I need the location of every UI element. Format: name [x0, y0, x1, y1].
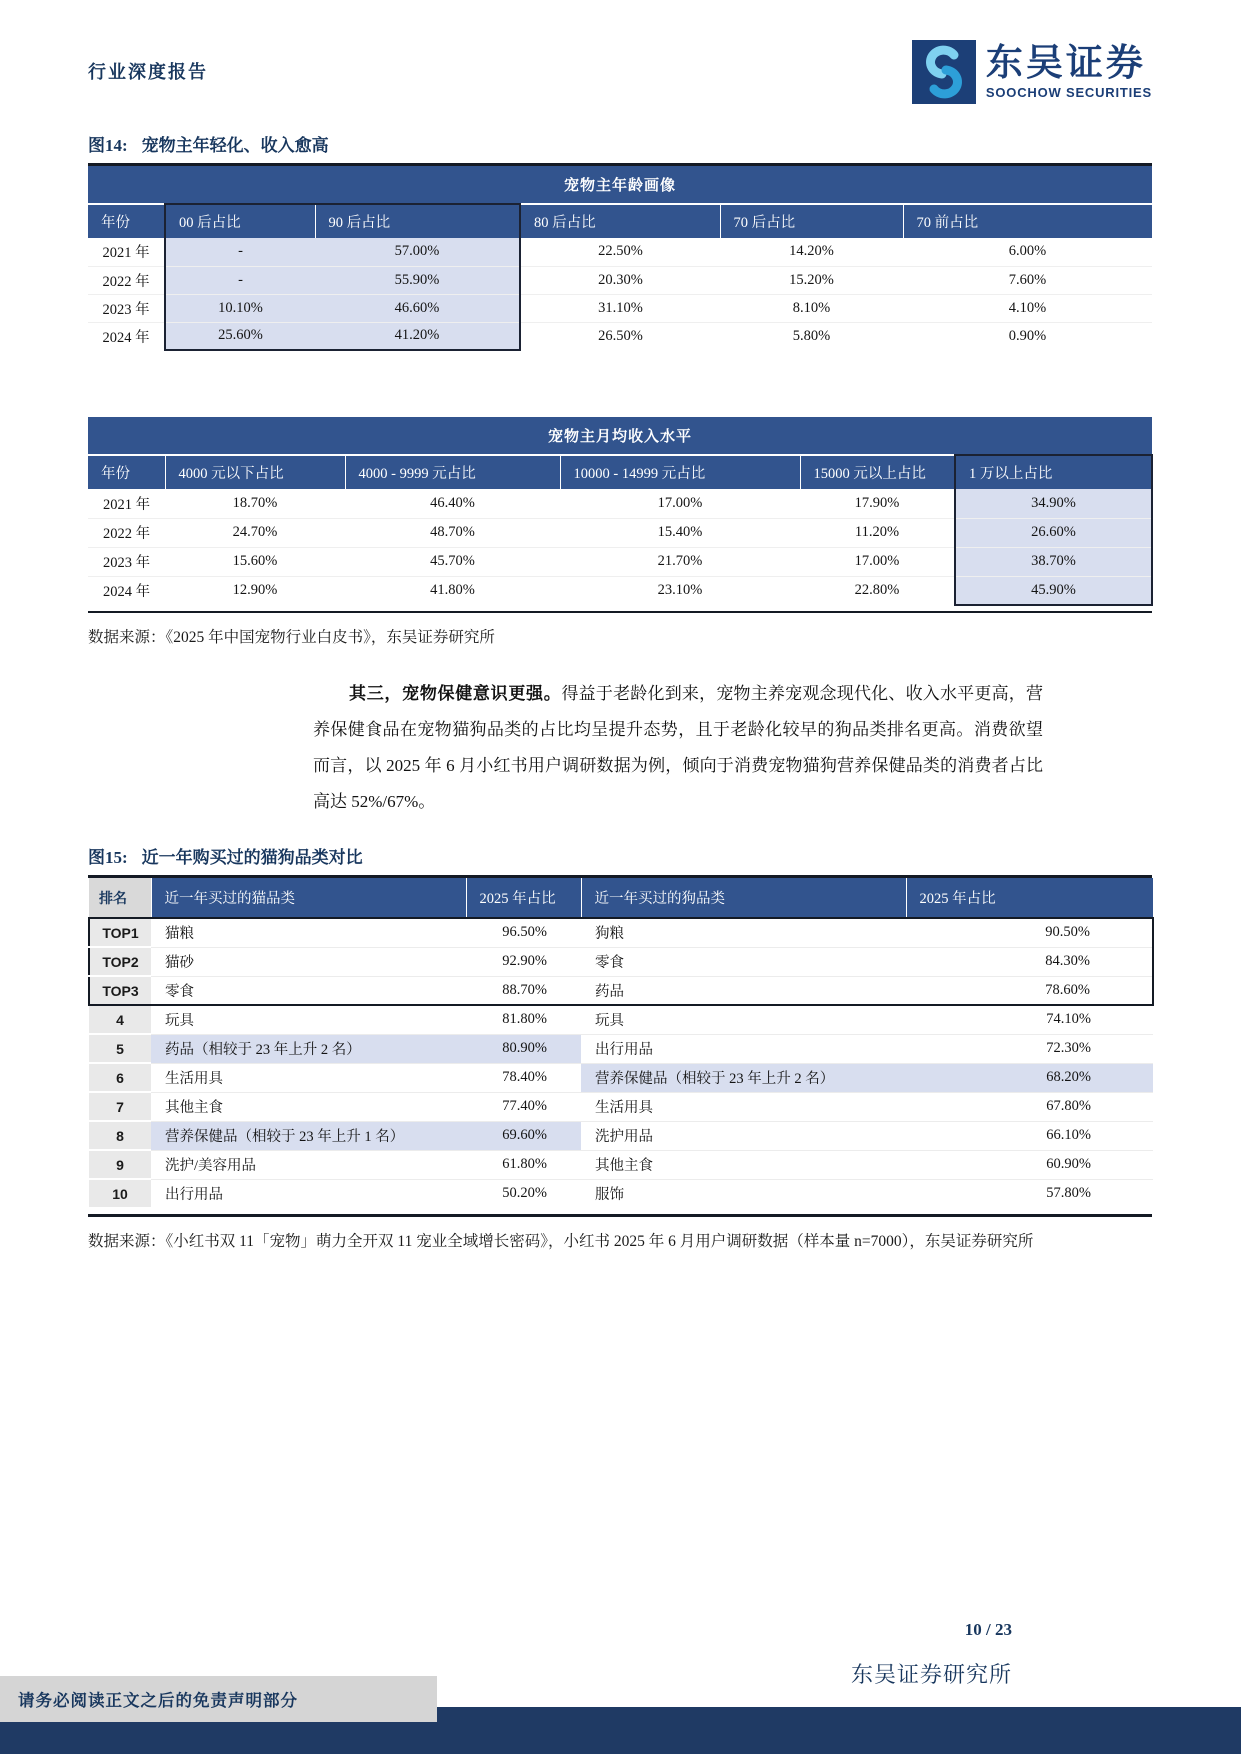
cat-category-cell: 其他主食: [151, 1092, 466, 1121]
table-cell: 48.70%: [345, 518, 560, 547]
table-cell: 57.00%: [315, 238, 520, 266]
cat-category-cell: 营养保健品（相较于 23 年上升 1 名）: [151, 1121, 466, 1150]
table-cell: 10.10%: [165, 294, 315, 322]
cat-category-cell: 猫砂: [151, 947, 466, 976]
table-cell: 45.70%: [345, 547, 560, 576]
column-header: 近一年买过的猫品类: [151, 878, 466, 918]
table-cell: 20.30%: [520, 266, 720, 294]
fig14-title: 宠物主年轻化、收入愈高: [141, 136, 329, 155]
dog-category-cell: 服饰: [581, 1179, 906, 1208]
column-header: 00 后占比: [165, 204, 315, 238]
cat-share-cell: 69.60%: [466, 1121, 581, 1150]
fig15-title: 近一年购买过的猫狗品类对比: [141, 848, 363, 867]
column-header: 排名: [89, 878, 151, 918]
table-title-row: [88, 166, 1152, 204]
table-cell: 11.20%: [800, 518, 955, 547]
cat-share-cell: 50.20%: [466, 1179, 581, 1208]
table-cell: 41.20%: [315, 322, 520, 350]
table-cell: 46.40%: [430, 494, 475, 511]
body-paragraph-rest: 得益于老龄化到来，宠物主养宠观念现代化、收入水平更高，营养保健食品在宠物猫狗品类的占比均呈提升态势，且于老龄化较早的狗品类排名更高。消费欲望而言，以 2025 年 6 月小红书用户调研数据为例，倾向于消费宠物猫狗营养保健品类的消费者占比高达 52%/67%。: [313, 684, 1044, 811]
dog-category-cell: 狗粮: [595, 926, 624, 943]
table-row: [89, 1179, 1153, 1208]
cat-share-cell: 80.90%: [466, 1034, 581, 1063]
soochow-logo-icon: [912, 40, 976, 104]
report-type-label: 行业深度报告: [88, 62, 208, 82]
column-header: 2025 年占比: [466, 878, 581, 918]
fig14-label: 图14:: [88, 136, 128, 155]
rank-cell: 10: [89, 1179, 151, 1208]
table-cell: 17.00%: [800, 547, 955, 576]
row-header: 2023 年: [88, 294, 165, 322]
table-cell: 14.20%: [789, 243, 834, 260]
table-cell: 15.60%: [165, 547, 345, 576]
brand-block: [912, 40, 1152, 104]
body-paragraph-lead: 其三，宠物保健意识更强。: [349, 684, 562, 703]
column-header: 1 万以上占比: [955, 455, 1152, 489]
dog-share-cell: 84.30%: [906, 947, 1153, 976]
disclaimer-text: 请务必阅读正文之后的免责声明部分: [18, 1691, 298, 1710]
brand-name-cn: 东吴证券: [985, 43, 1146, 85]
dog-share-cell: 67.80%: [906, 1092, 1153, 1121]
fig15-bottom-rule: [88, 1214, 1152, 1217]
cat-share-cell: 92.90%: [466, 947, 581, 976]
income-table-header-row: [88, 455, 1152, 489]
cat-share-cell: 96.50%: [502, 924, 547, 941]
table-row: [88, 238, 1152, 266]
table-cell: 24.70%: [165, 518, 345, 547]
table-row: [89, 1034, 1153, 1063]
age-table-header-row: [88, 204, 1152, 238]
table-cell: 26.50%: [520, 322, 720, 350]
brand-text: [986, 44, 1152, 100]
table-row: [89, 947, 1153, 976]
disclaimer-box: [0, 1676, 437, 1722]
table-row: [88, 322, 1152, 350]
table-row: [88, 294, 1152, 322]
cat-category-cell: 药品（相较于 23 年上升 2 名）: [151, 1034, 466, 1063]
table-row: [89, 1092, 1153, 1121]
table-row: [89, 976, 1153, 1005]
cat-category-cell: 猫粮: [165, 926, 194, 943]
rank-table-header-row: [89, 878, 1153, 918]
page-number: 10 / 23: [964, 1620, 1012, 1639]
table-cell: 25.60%: [165, 322, 315, 350]
table-cell: 17.00%: [657, 494, 703, 511]
dog-share-cell: 72.30%: [906, 1034, 1153, 1063]
income-table-title: 宠物主月均收入水平: [88, 417, 1152, 455]
body-paragraph: [313, 676, 1043, 820]
column-header: 70 后占比: [720, 204, 903, 238]
row-header: 2021 年: [102, 245, 150, 262]
column-header: 15000 元以上占比: [800, 455, 955, 489]
column-header: 80 后占比: [520, 204, 720, 238]
cat-category-cell: 玩具: [151, 1005, 466, 1034]
fig14-caption: [88, 134, 1152, 158]
table-row: [89, 1150, 1153, 1179]
footer-institute: 东吴证券研究所: [850, 1662, 1012, 1687]
row-header: 2021 年: [102, 496, 151, 513]
table-cell: 0.90%: [903, 322, 1152, 350]
table-cell: 38.70%: [955, 547, 1152, 576]
column-header: 年份: [88, 455, 165, 489]
table-cell: 6.00%: [1008, 243, 1047, 260]
table-title-row: [88, 417, 1152, 455]
rank-cell: TOP1: [89, 918, 151, 947]
dog-share-cell: 74.10%: [906, 1005, 1153, 1034]
column-header: 2025 年占比: [906, 878, 1153, 918]
table-row: [88, 489, 1152, 518]
row-header: 2023 年: [88, 547, 165, 576]
age-table-title: 宠物主年龄画像: [88, 166, 1152, 204]
table-row: [88, 518, 1152, 547]
cat-category-cell: 出行用品: [151, 1179, 466, 1208]
table-cell: 18.70%: [232, 494, 278, 511]
table-cell: 41.80%: [345, 576, 560, 605]
table-cell: 23.10%: [560, 576, 800, 605]
dog-category-cell: 其他主食: [581, 1150, 906, 1179]
cat-share-cell: 78.40%: [466, 1063, 581, 1092]
table-cell: 26.60%: [955, 518, 1152, 547]
brand-name-en: SOOCHOW SECURITIES: [985, 84, 1152, 100]
column-header: 70 前占比: [903, 204, 1152, 238]
rank-cell: TOP2: [89, 947, 151, 976]
rank-cell: 6: [89, 1063, 151, 1092]
table-cell: -: [165, 266, 315, 294]
rank-cell: TOP3: [89, 976, 151, 1005]
fig15-label: 图15:: [88, 848, 128, 867]
table-cell: 4.10%: [903, 294, 1152, 322]
table-cell: 31.10%: [520, 294, 720, 322]
pet-owner-age-table: [88, 166, 1152, 351]
cat-share-cell: 81.80%: [466, 1005, 581, 1034]
table-cell: 22.80%: [800, 576, 955, 605]
rank-cell: 4: [89, 1005, 151, 1034]
dog-share-cell: 68.20%: [906, 1063, 1153, 1092]
table-cell: 12.90%: [165, 576, 345, 605]
table-cell: 45.90%: [955, 576, 1152, 605]
column-header: 年份: [88, 204, 165, 238]
dog-share-cell: 78.60%: [906, 976, 1153, 1005]
table-cell: 5.80%: [720, 322, 903, 350]
dog-share-cell: 90.50%: [906, 918, 1153, 947]
table-row: [89, 1063, 1153, 1092]
dog-category-cell: 洗护用品: [581, 1121, 906, 1150]
dog-category-cell: 零食: [581, 947, 906, 976]
table-cell: 15.20%: [720, 266, 903, 294]
fig15-source: 数据来源：《小红书双 11「宠物」萌力全开双 11 宠业全域增长密码》，小红书 2025 年 6 月用户调研数据（样本量 n=7000），东吴证券研究所: [88, 1233, 1034, 1250]
column-header: 90 后占比: [315, 204, 520, 238]
table-row: [88, 266, 1152, 294]
table-cell: 55.90%: [315, 266, 520, 294]
row-header: 2024 年: [88, 576, 165, 605]
column-header: 10000 - 14999 元占比: [560, 455, 800, 489]
rank-cell: 5: [89, 1034, 151, 1063]
dog-share-cell: 57.80%: [906, 1179, 1153, 1208]
row-header: 2024 年: [88, 322, 165, 350]
row-header: 2022 年: [88, 266, 165, 294]
cat-share-cell: 77.40%: [466, 1092, 581, 1121]
cat-category-cell: 生活用具: [151, 1063, 466, 1092]
table-cell: 7.60%: [903, 266, 1152, 294]
dog-share-cell: 66.10%: [906, 1121, 1153, 1150]
fig15-caption: [88, 846, 1152, 870]
row-header: 2022 年: [88, 518, 165, 547]
dog-category-cell: 出行用品: [581, 1034, 906, 1063]
dog-category-cell: 玩具: [581, 1005, 906, 1034]
table-cell: 22.50%: [598, 243, 643, 260]
page-header: [88, 0, 1152, 106]
dog-category-cell: 营养保健品（相较于 23 年上升 2 名）: [581, 1063, 906, 1092]
rank-cell: 9: [89, 1150, 151, 1179]
cat-category-cell: 零食: [151, 976, 466, 1005]
table-cell: 17.90%: [854, 494, 900, 511]
column-header: 近一年买过的狗品类: [581, 878, 906, 918]
cat-dog-category-table: [88, 878, 1154, 1209]
rank-cell: 8: [89, 1121, 151, 1150]
table-cell: 15.40%: [560, 518, 800, 547]
table-row: [89, 1121, 1153, 1150]
dog-share-cell: 60.90%: [906, 1150, 1153, 1179]
cat-category-cell: 洗护/美容用品: [151, 1150, 466, 1179]
cat-share-cell: 88.70%: [466, 976, 581, 1005]
table-cell: 8.10%: [720, 294, 903, 322]
table-cell: -: [165, 238, 315, 266]
table-row: [88, 576, 1152, 605]
cat-share-cell: 61.80%: [466, 1150, 581, 1179]
column-header: 4000 - 9999 元占比: [345, 455, 560, 489]
table-cell: 34.90%: [955, 489, 1152, 518]
table-cell: 21.70%: [560, 547, 800, 576]
fig14-source: 数据来源：《2025 年中国宠物行业白皮书》，东吴证券研究所: [88, 629, 495, 646]
pet-owner-income-table: [88, 417, 1153, 606]
table-row: [88, 547, 1152, 576]
dog-category-cell: 生活用具: [581, 1092, 906, 1121]
column-header: 4000 元以下占比: [165, 455, 345, 489]
table-row: [89, 918, 1153, 947]
dog-category-cell: 药品: [581, 976, 906, 1005]
rank-cell: 7: [89, 1092, 151, 1121]
fig14-bottom-rule: [88, 611, 1152, 613]
table-cell: 46.60%: [315, 294, 520, 322]
table-row: [89, 1005, 1153, 1034]
